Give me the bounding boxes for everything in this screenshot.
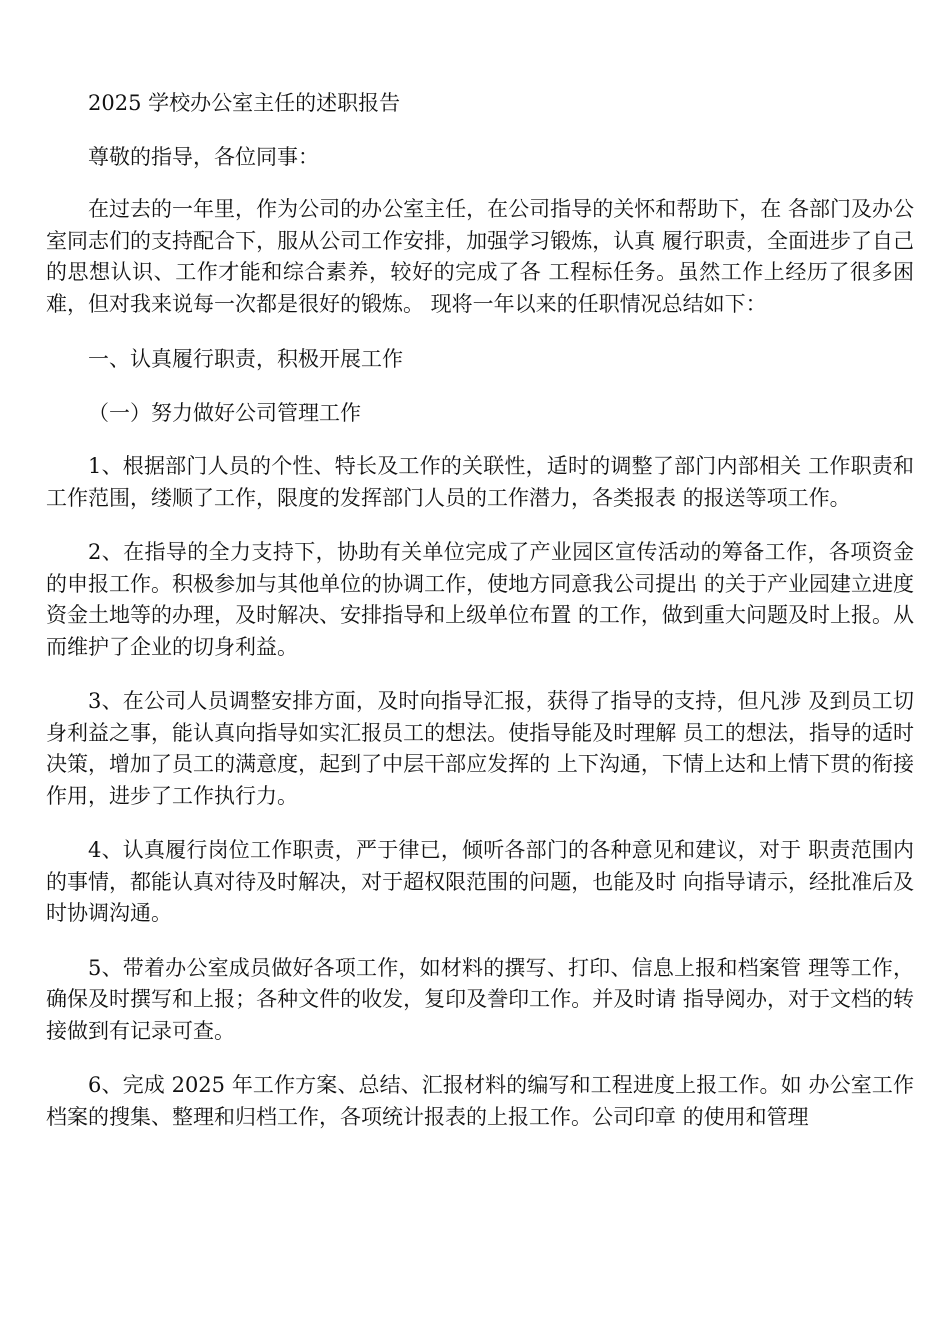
salutation: 尊敬的指导，各位同事： <box>88 144 319 169</box>
list-item-4: 4、认真履行岗位工作职责，严于律已，倾听各部门的各种意见和建议，对于 职责范围内的事情，都能认真对待及时解决，对于超权限范围的问题，也能及时 向指导请示，经批准后及时协调沟通。 <box>46 838 914 925</box>
list-item-2: 2、在指导的全力支持下，协助有关单位完成了产业园区宣传活动的筹备工作，各项资金的申报工作。积极参加与其他单位的协调工作，使地方同意我公司提出 的关于产业园建立进度资金土地等的办理，及时解决、安排指导和上级单位布置 的工作，做到重大问题及时上报。从而维护了企业的切身利益。 <box>46 540 914 659</box>
section-heading-1: 一、认真履行职责，积极开展工作 <box>88 347 403 371</box>
list-item-1: 1、根据部门人员的个性、特长及工作的关联性，适时的调整了部门内部相关 工作职责和工作范围，缕顺了工作，限度的发挥部门人员的工作潜力，各类报表 的报送等项工作。 <box>46 454 914 510</box>
document-title: 2025 学校办公室主任的述职报告 <box>88 91 401 115</box>
list-item-3: 3、在公司人员调整安排方面，及时向指导汇报，获得了指导的支持，但凡涉 及到员工切身利益之事，能认真向指导如实汇报员工的想法。使指导能及时理解 员工的想法，指导的适时决策，增加了员工的满意度，起到了中层干部应发挥的 上下沟通，下情上达和上情下贯的衔接作用，进步了工作执行力。 <box>46 689 914 808</box>
list-item-5: 5、带着办公室成员做好各项工作，如材料的撰写、打印、信息上报和档案管 理等工作，确保及时撰写和上报；各种文件的收发，复印及誊印工作。并及时请 指导阅办，对于文档的转接做到有记录可查。 <box>46 955 914 1043</box>
intro-paragraph: 在过去的一年里，作为公司的办公室主任，在公司指导的关怀和帮助下，在 各部门及办公室同志们的支持配合下，服从公司工作安排，加强学习锻炼，认真 履行职责，全面进步了自己的思想认识、工作才能和综合素养，较好的完成了各 工程标任务。虽然工作上经历了很多困难，但对我来说每一次都是很好的锻炼。 现将一年以来的任职情况总结如下： <box>46 197 914 316</box>
list-item-6: 6、完成 2025 年工作方案、总结、汇报材料的编写和工程进度上报工作。如 办公室工作档案的搜集、整理和归档工作，各项统计报表的上报工作。公司印章 的使用和管理 <box>46 1073 914 1129</box>
document-body <box>46 88 914 1156</box>
subsection-heading-1: （一）努力做好公司管理工作 <box>88 400 361 425</box>
